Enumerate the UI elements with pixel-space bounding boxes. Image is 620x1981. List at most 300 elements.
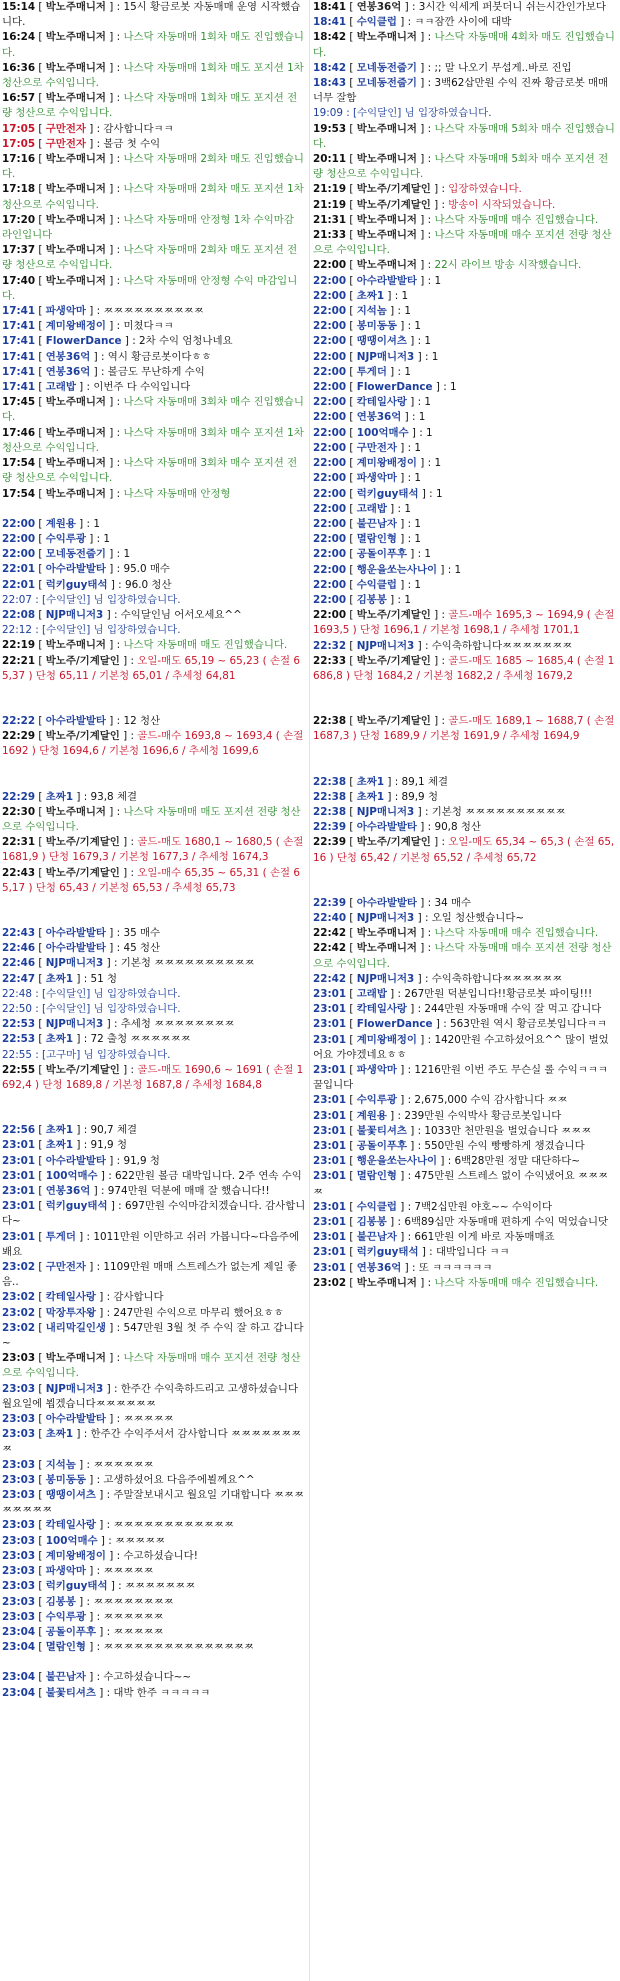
nick-open-bracket: [ — [346, 609, 357, 622]
nick-close-bracket: ] : — [95, 1291, 114, 1304]
message-text: 골드-매도 1689,1 ~ 1688,7 ( 손절 1687,3 ) 단청 1689,9 / 기본청 1691,9 / 추세청 1694,9 — [313, 715, 615, 743]
system-message: 19:09 : [수익달인] 님 입장하였습니다. — [313, 107, 492, 120]
chat-message — [311, 911, 618, 926]
message-text: ㅉㅉㅉㅉㅉㅉㅉㅉㅉㅉ — [103, 305, 204, 318]
message-time: 23:03 — [2, 1413, 36, 1426]
message-nickname: 박노주/기계달인 — [356, 715, 431, 728]
message-nickname: 연봉36억 — [45, 365, 91, 378]
message-text: 또 ㅋㅋㅋㅋㅋㅋ — [418, 1261, 493, 1274]
chat-message — [0, 1610, 308, 1625]
nick-open-bracket: [ — [346, 1124, 357, 1137]
message-text: 1 — [424, 335, 432, 348]
message-text: 이번주 다 수익입니다 — [93, 381, 191, 394]
chat-message — [311, 0, 618, 15]
nick-open-bracket: [ — [35, 183, 46, 196]
nick-close-bracket: ] : — [432, 381, 451, 394]
message-text: 수익축하합니다ㅉㅉㅉㅉㅉㅉㅉ — [431, 639, 573, 652]
message-text: 나스닥 자동매매 매도 포지션 전량 청산으로 수익입니다. — [2, 805, 301, 833]
nick-close-bracket: ] : — [416, 927, 435, 940]
nick-close-bracket: ] : — [416, 229, 435, 242]
nick-close-bracket: ] : — [105, 153, 124, 166]
message-nickname: 수익클럽 — [356, 578, 397, 591]
message-nickname: 김봉봉 — [356, 1216, 387, 1229]
chat-message — [311, 1154, 618, 1169]
nick-close-bracket: ] : — [105, 1549, 124, 1562]
nick-close-bracket: ] : — [105, 183, 124, 196]
message-nickname: 불끈남자 — [45, 1671, 86, 1684]
message-nickname: 박노주/기계달인 — [356, 654, 431, 667]
nick-close-bracket: ] : — [418, 487, 436, 500]
message-time: 22:19 — [2, 639, 36, 652]
nick-close-bracket: ] : — [406, 548, 425, 561]
chat-message — [0, 926, 308, 941]
nick-close-bracket: ] : — [406, 1140, 425, 1153]
nick-close-bracket: ] : — [119, 1063, 138, 1076]
message-time: 23:01 — [313, 1018, 347, 1031]
nick-open-bracket: [ — [346, 259, 357, 272]
nick-open-bracket: [ — [346, 153, 357, 166]
message-text: 볼금 첫 수익 — [103, 137, 161, 150]
nick-close-bracket: ] : — [97, 1169, 116, 1182]
nick-close-bracket: ] : — [384, 775, 402, 788]
nick-close-bracket: ] : — [414, 972, 432, 985]
chat-message — [0, 137, 308, 152]
nick-close-bracket: ] : — [119, 654, 138, 667]
nick-open-bracket: [ — [35, 320, 46, 333]
message-time: 22:00 — [313, 350, 347, 363]
chat-message — [0, 1518, 308, 1533]
message-time: 21:19 — [313, 198, 347, 211]
nick-open-bracket: [ — [35, 396, 46, 409]
message-time: 22:38 — [313, 805, 347, 818]
message-nickname: 초짜1 — [356, 790, 385, 803]
message-text: 오일-매수 65,35 ~ 65,31 ( 손절 65,17 ) 단청 65,43 / 기본청 65,53 / 추세청 65,73 — [2, 866, 300, 894]
chat-message — [0, 941, 308, 956]
nick-close-bracket: ] : — [85, 137, 104, 150]
chat-message — [0, 304, 308, 319]
nick-close-bracket: ] : — [416, 896, 435, 909]
message-text: 나스닥 자동매매 4회차 매도 진입했습니다. — [313, 31, 615, 59]
message-text: 나스닥 자동매매 매수 진입했습니다. — [434, 927, 599, 940]
nick-close-bracket: ] : — [396, 1170, 415, 1183]
message-time: 22:01 — [2, 578, 36, 591]
chat-message — [311, 487, 618, 502]
message-time: 23:03 — [2, 1428, 36, 1441]
message-text: 1 — [424, 396, 432, 409]
nick-open-bracket: [ — [35, 1200, 46, 1213]
blank-line — [0, 775, 308, 790]
message-nickname: 초짜1 — [356, 289, 385, 302]
message-time: 22:00 — [313, 274, 347, 287]
message-text: 1 — [424, 548, 432, 561]
message-time: 23:03 — [2, 1489, 36, 1502]
nick-close-bracket: ] : — [103, 1018, 121, 1031]
message-nickname: 럭키guy태석 — [45, 1580, 108, 1593]
message-nickname: 투게더 — [45, 1230, 76, 1243]
message-nickname: 100억매수 — [356, 426, 409, 439]
nick-close-bracket: ] : — [103, 1382, 121, 1395]
message-time: 17:05 — [2, 122, 36, 135]
chat-message — [0, 319, 308, 334]
nick-open-bracket: [ — [35, 972, 46, 985]
message-time: 23:03 — [2, 1580, 36, 1593]
chat-message — [0, 562, 308, 577]
message-text: 나스닥 자동매매 1회차 매도 포지션 전량 청산으로 수익입니다. — [2, 92, 298, 120]
message-nickname: 아수라발발타 — [356, 274, 417, 287]
message-nickname: 파생악마 — [45, 305, 86, 318]
nick-close-bracket: ] : — [105, 320, 124, 333]
message-nickname: NJP매니저3 — [45, 608, 104, 621]
chat-message — [311, 1109, 618, 1124]
nick-open-bracket: [ — [346, 517, 357, 530]
nick-open-bracket: [ — [35, 1413, 46, 1426]
chat-message — [311, 1261, 618, 1276]
nick-open-bracket: [ — [35, 1610, 46, 1623]
nick-open-bracket: [ — [346, 61, 357, 74]
nick-open-bracket: [ — [35, 578, 46, 591]
message-text: 6백28만원 정말 대단하다~ — [454, 1155, 581, 1168]
nick-open-bracket: [ — [346, 320, 357, 333]
nick-close-bracket: ] : — [73, 1033, 91, 1046]
message-text: ㅉㅉㅉㅉㅉ — [103, 1565, 154, 1578]
message-text: ㅉㅉㅉㅉㅉㅉㅉ — [124, 1580, 196, 1593]
nick-open-bracket: [ — [35, 1321, 46, 1334]
nick-open-bracket: [ — [35, 532, 46, 545]
message-time: 22:21 — [2, 654, 36, 667]
nick-open-bracket: [ — [346, 16, 357, 29]
nick-open-bracket: [ — [35, 1458, 46, 1471]
message-nickname: 박노주매니저 — [45, 274, 106, 287]
message-text: 오일-매도 65,19 ~ 65,23 ( 손절 65,37 ) 단청 65,11 / 기본청 65,01 / 추세청 64,81 — [2, 654, 300, 682]
message-text: 나스닥 자동매매 매수 포지션 전량 청산으로 수익입니다. — [313, 229, 612, 257]
message-text: ㅉㅉㅉㅉㅉ — [115, 1534, 166, 1547]
nick-close-bracket: ] : — [85, 1261, 104, 1274]
message-nickname: 구만전자 — [45, 137, 86, 150]
system-message: 22:55 : [고구마] 님 입장하였습니다. — [2, 1048, 171, 1061]
message-nickname: 봉미동동 — [356, 320, 397, 333]
message-time: 23:03 — [2, 1534, 36, 1547]
blank-line — [311, 745, 618, 760]
message-text: 1 — [418, 411, 426, 424]
nick-open-bracket: [ — [346, 381, 357, 394]
message-time: 22:43 — [2, 866, 36, 879]
chat-message — [0, 714, 308, 729]
message-nickname: 고래밥 — [356, 502, 387, 515]
chat-message — [311, 30, 618, 60]
chat-message — [0, 0, 308, 30]
nick-close-bracket: ] : — [386, 1216, 405, 1229]
chat-message — [311, 334, 618, 349]
chat-message — [311, 639, 618, 654]
nick-close-bracket: ] : — [416, 1033, 435, 1046]
nick-close-bracket: ] : — [119, 730, 138, 743]
message-time: 23:03 — [2, 1565, 36, 1578]
message-time: 23:03 — [2, 1473, 36, 1486]
chat-message — [0, 1564, 308, 1579]
message-time: 23:01 — [313, 1231, 347, 1244]
nick-close-bracket: ] : — [396, 517, 415, 530]
chat-column-left — [0, 0, 308, 1701]
chat-message — [0, 1138, 308, 1153]
message-time: 23:01 — [313, 1033, 347, 1046]
message-time: 22:42 — [313, 927, 347, 940]
chat-message — [0, 122, 308, 137]
message-time: 23:03 — [2, 1352, 36, 1365]
message-text: ㅋㅋ잠깐 사이에 대박 — [414, 16, 512, 29]
message-time: 22:00 — [313, 609, 347, 622]
message-time: 18:42 — [313, 61, 347, 74]
message-nickname: 박노주매니저 — [45, 1, 106, 13]
message-nickname: 박노주매니저 — [45, 244, 106, 257]
message-text: 볼금도 무난하게 수익 — [107, 365, 205, 378]
nick-open-bracket: [ — [346, 1, 357, 13]
message-time: 23:03 — [2, 1610, 36, 1623]
message-text: 나스닥 자동매매 3회차 매수 포지션 1차 청산으로 수익입니다. — [2, 426, 304, 454]
nick-open-bracket: [ — [35, 1519, 46, 1532]
nick-open-bracket: [ — [346, 411, 357, 424]
message-text: 대박입니다 ㅋㅋ — [435, 1246, 510, 1259]
message-nickname: 구만전자 — [45, 122, 86, 135]
message-text: 감사합니다 — [113, 1291, 164, 1304]
message-text: 1 — [414, 578, 421, 591]
message-text: 1 — [404, 593, 411, 606]
nick-open-bracket: [ — [346, 1094, 357, 1107]
chat-message — [311, 1200, 618, 1215]
nick-close-bracket: ] : — [105, 61, 124, 74]
nick-close-bracket: ] : — [416, 31, 435, 44]
nick-open-bracket: [ — [346, 1003, 357, 1016]
message-time: 22:00 — [313, 305, 347, 318]
nick-open-bracket: [ — [35, 1306, 46, 1319]
nick-open-bracket: [ — [35, 1154, 46, 1167]
chat-message — [0, 1169, 308, 1184]
nick-close-bracket: ] : — [73, 1139, 91, 1152]
message-nickname: 럭키guy태석 — [356, 487, 419, 500]
nick-close-bracket: ] : — [384, 289, 402, 302]
message-text: ㅉㅉㅉㅉㅉㅉㅉㅉㅉㅉㅉㅉ — [113, 1519, 234, 1532]
message-time: 22:53 — [2, 1018, 36, 1031]
nick-close-bracket: ] : — [105, 426, 124, 439]
message-text: 골드-매도 1690,6 ~ 1691 ( 손절 1692,4 ) 단청 1689,8 / 기본청 1687,8 / 추세청 1684,8 — [2, 1063, 304, 1091]
message-time: 18:41 — [313, 16, 347, 29]
message-text: 91,9 청 — [123, 1154, 160, 1167]
message-nickname: 계미왕배정이 — [356, 457, 417, 470]
blank-line — [0, 1093, 308, 1108]
message-time: 23:01 — [2, 1230, 36, 1243]
nick-close-bracket: ] : — [85, 122, 104, 135]
message-text: 1 — [404, 305, 411, 318]
nick-open-bracket: [ — [35, 714, 46, 727]
chat-message — [0, 1306, 308, 1321]
nick-open-bracket: [ — [346, 1033, 357, 1046]
message-time: 22:00 — [313, 457, 347, 470]
message-text: 2차 수익 엄청나네요 — [139, 335, 233, 348]
message-text: 미쳤다ㅋㅋ — [123, 320, 174, 333]
chat-message — [311, 1169, 618, 1199]
nick-close-bracket: ] : — [406, 335, 425, 348]
message-text: 475만원 스트레스 없이 수익냈어요 ㅉㅉㅉㅉ — [313, 1170, 609, 1198]
nick-open-bracket: [ — [35, 122, 46, 135]
chat-message — [311, 213, 618, 228]
chat-message — [311, 441, 618, 456]
message-nickname: 봉미동동 — [45, 1473, 86, 1486]
nick-open-bracket: [ — [346, 896, 357, 909]
message-text: 661만원 이게 바로 자동매매죠 — [414, 1231, 555, 1244]
message-nickname: 연봉36억 — [356, 1261, 402, 1274]
nick-open-bracket: [ — [35, 1534, 46, 1547]
nick-close-bracket: ] : — [396, 1231, 415, 1244]
chat-message — [0, 972, 308, 987]
message-time: 22:42 — [313, 942, 347, 955]
message-text: 수고하셨습니다! — [123, 1549, 198, 1562]
nick-close-bracket: ] : — [386, 987, 405, 1000]
blank-line — [311, 866, 618, 881]
message-time: 23:03 — [2, 1458, 36, 1471]
message-time: 22:00 — [313, 563, 347, 576]
message-time: 17:41 — [2, 350, 36, 363]
chat-message — [311, 1215, 618, 1230]
message-nickname: 박노주/기계달인 — [45, 836, 120, 849]
message-nickname: 계미왕배정이 — [356, 1033, 417, 1046]
message-text: 나스닥 자동매매 5회차 매수 진입했습니다. — [313, 122, 615, 150]
nick-close-bracket: ] : — [119, 866, 138, 879]
message-text: 1 — [414, 320, 421, 333]
chat-message — [311, 228, 618, 258]
nick-open-bracket: [ — [346, 426, 357, 439]
message-time: 22:00 — [313, 593, 347, 606]
nick-close-bracket: ] : — [103, 957, 121, 970]
message-nickname: 아수라발발타 — [45, 926, 106, 939]
message-time: 23:02 — [2, 1261, 36, 1274]
nick-open-bracket: [ — [346, 775, 357, 788]
message-nickname: 아수라발발타 — [356, 821, 417, 834]
nick-open-bracket: [ — [346, 502, 357, 515]
message-nickname: NJP매니저3 — [356, 972, 415, 985]
chat-message — [0, 1595, 308, 1610]
message-text: 1 — [93, 517, 100, 530]
message-nickname: FlowerDance — [45, 335, 122, 348]
nick-open-bracket: [ — [346, 548, 357, 561]
nick-open-bracket: [ — [35, 92, 46, 105]
message-time: 16:24 — [2, 31, 36, 44]
nick-close-bracket: ] : — [386, 305, 405, 318]
message-nickname: NJP매니저3 — [356, 805, 415, 818]
nick-close-bracket: ] : — [416, 122, 435, 135]
message-time: 22:39 — [313, 821, 347, 834]
nick-close-bracket: ] : — [437, 1155, 455, 1168]
nick-close-bracket: ] : — [414, 350, 432, 363]
message-nickname: 수익클럽 — [356, 1200, 397, 1213]
blank-line — [0, 684, 308, 699]
message-text: 1 — [404, 502, 411, 515]
message-text: 나스닥 자동매매 2회차 매도 진입했습니다. — [2, 153, 304, 181]
nick-open-bracket: [ — [35, 305, 46, 318]
message-time: 17:20 — [2, 213, 36, 226]
message-time: 22:00 — [2, 532, 36, 545]
nick-close-bracket: ] : — [105, 942, 124, 955]
message-time: 23:01 — [2, 1139, 36, 1152]
nick-close-bracket: ] : — [121, 335, 140, 348]
message-time: 23:01 — [313, 1200, 347, 1213]
message-time: 18:43 — [313, 77, 347, 90]
message-nickname: 불끈남자 — [356, 517, 397, 530]
nick-close-bracket: ] : — [406, 1003, 425, 1016]
message-nickname: NJP매니저3 — [45, 1018, 104, 1031]
message-time: 23:01 — [313, 1064, 347, 1076]
message-nickname: 박노주매니저 — [45, 805, 106, 818]
chat-message — [0, 1458, 308, 1473]
nick-close-bracket: ] : — [430, 836, 449, 849]
message-time: 23:01 — [313, 1003, 347, 1016]
message-text: 나스닥 자동매매 안정형 — [123, 487, 231, 500]
message-time: 22:56 — [2, 1124, 36, 1137]
message-nickname: 박노주매니저 — [45, 639, 106, 652]
nick-open-bracket: [ — [346, 805, 357, 818]
nick-open-bracket: [ — [35, 608, 46, 621]
message-time: 21:31 — [313, 213, 347, 226]
message-text: ㅉㅉㅉㅉㅉ — [123, 1413, 174, 1426]
message-time: 22:46 — [2, 957, 36, 970]
message-nickname: 초짜1 — [45, 1033, 74, 1046]
message-time: 22:00 — [313, 426, 347, 439]
chat-message — [0, 1427, 308, 1457]
message-text: 1 — [426, 426, 433, 439]
message-nickname: 박노주/기계달인 — [356, 183, 431, 196]
message-nickname: 박노주매니저 — [356, 1276, 417, 1289]
message-time: 23:01 — [313, 1246, 347, 1259]
message-time: 22:00 — [313, 502, 347, 515]
nick-close-bracket: ] : — [105, 926, 124, 939]
nick-close-bracket: ] : — [401, 1, 419, 13]
message-nickname: 박노주매니저 — [45, 396, 106, 409]
nick-open-bracket: [ — [35, 1261, 46, 1274]
message-nickname: 계원용 — [356, 1109, 387, 1122]
chat-message — [0, 608, 308, 623]
nick-close-bracket: ] : — [75, 1458, 94, 1471]
message-text: 89,9 청 — [401, 790, 439, 803]
message-nickname: 구만전자 — [45, 1261, 86, 1274]
message-nickname: 불끈남자 — [356, 1231, 397, 1244]
nick-close-bracket: ] : — [105, 563, 124, 576]
message-time: 17:05 — [2, 137, 36, 150]
message-nickname: NJP매니저3 — [356, 350, 415, 363]
nick-open-bracket: [ — [35, 563, 46, 576]
chat-column-right — [311, 0, 618, 1291]
message-text: 나스닥 자동매매 매수 진입했습니다. — [434, 213, 599, 226]
message-time: 22:40 — [313, 911, 347, 924]
chat-message — [0, 213, 308, 243]
nick-open-bracket: [ — [35, 517, 46, 530]
nick-close-bracket: ] : — [430, 715, 449, 728]
message-text: 1 — [434, 457, 442, 470]
message-nickname: 파생악마 — [45, 1565, 86, 1578]
message-nickname: 박노주매니저 — [356, 229, 417, 242]
message-time: 22:00 — [313, 396, 347, 409]
nick-close-bracket: ] : — [107, 1200, 125, 1213]
message-nickname: 김봉봉 — [45, 1595, 76, 1608]
nick-open-bracket: [ — [35, 1625, 46, 1638]
message-nickname: 계원용 — [45, 517, 76, 530]
chat-message — [0, 638, 308, 653]
message-time: 22:01 — [2, 563, 36, 576]
blank-line — [0, 1655, 308, 1670]
nick-open-bracket: [ — [346, 533, 357, 546]
nick-close-bracket: ] : — [75, 1595, 94, 1608]
nick-close-bracket: ] : — [73, 1124, 91, 1137]
chat-message — [311, 835, 618, 865]
chat-message — [311, 152, 618, 182]
message-time: 17:46 — [2, 426, 36, 439]
